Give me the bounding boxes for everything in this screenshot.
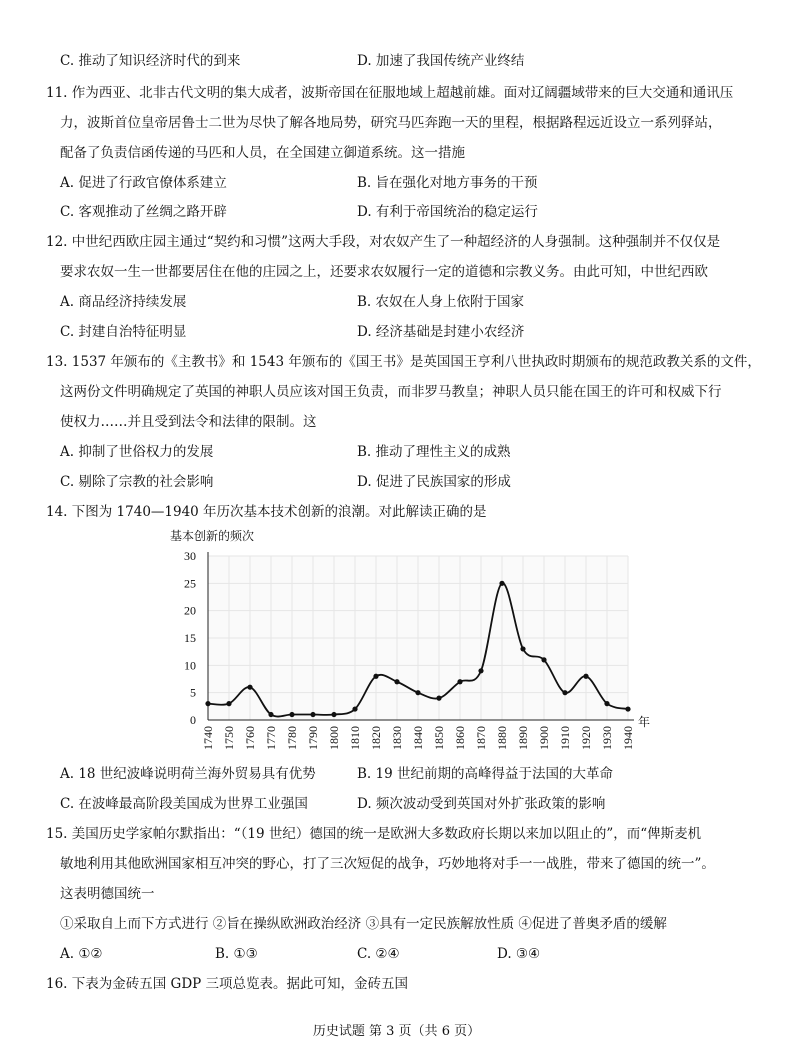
q15-option-c: C. ②④ — [357, 946, 400, 962]
data-point — [436, 696, 441, 701]
chart-y-axis-label: 基本创新的频次 — [170, 529, 255, 543]
q12-option-a: A. 商品经济持续发展 — [60, 294, 187, 310]
q13-option-a: A. 抑制了世俗权力的发展 — [60, 444, 214, 460]
q12-option-d: D. 经济基础是封建小农经济 — [357, 324, 525, 340]
q11-stem-line2: 力，波斯首位皇帝居鲁士二世为尽快了解各地局势，研究马匹奔跑一天的里程，根据路程远近设立一系列驿站， — [60, 115, 722, 131]
data-point — [310, 712, 315, 717]
q12-stem-line1: 12. 中世纪西欧庄园主通过“契约和习惯”这两大手段，对农奴产生了一种超经济的人身强制。这种强制并不仅仅是 — [46, 234, 721, 250]
x-tick-label: 1880 — [495, 726, 509, 750]
q12-stem-line2: 要求农奴一生一世都要居住在他的庄园之上，还要求农奴履行一定的道德和宗教义务。由此可知，中世纪西欧 — [60, 264, 708, 280]
q13-option-d: D. 促进了民族国家的形成 — [357, 474, 511, 490]
q14-option-a: A. 18 世纪波峰说明荷兰海外贸易具有优势 — [60, 766, 316, 782]
q11-option-b: B. 旨在强化对地方事务的干预 — [357, 175, 538, 191]
x-tick-label: 1930 — [600, 726, 614, 750]
x-tick-label: 1790 — [306, 726, 320, 750]
q15-statements: ①采取自上而下方式进行 ②旨在操纵欧洲政治经济 ③具有一定民族解放性质 ④促进了普奥矛盾的缓解 — [60, 916, 667, 932]
y-tick-label: 15 — [184, 631, 196, 645]
page-footer: 历史试题 第 3 页（共 6 页） — [312, 1024, 481, 1039]
chart-grid — [208, 556, 628, 720]
x-tick-label: 1840 — [411, 726, 425, 750]
q15-stem-line2: 敏地利用其他欧洲国家相互冲突的野心，打了三次短促的战争，巧妙地将对手一一战胜，带来了德国的统一”。 — [60, 856, 715, 872]
q11-option-d: D. 有利于帝国统治的稳定运行 — [357, 204, 538, 220]
y-tick-label: 25 — [184, 576, 196, 591]
y-tick-label: 0 — [190, 713, 196, 727]
data-point — [394, 679, 399, 684]
data-point — [205, 701, 210, 706]
x-tick-label: 1920 — [579, 726, 593, 750]
data-point — [226, 701, 231, 706]
x-tick-label: 1760 — [243, 726, 257, 750]
q12-option-b: B. 农奴在人身上依附于国家 — [357, 294, 525, 310]
data-point — [373, 674, 378, 679]
x-tick-label: 1820 — [369, 726, 383, 750]
q14-option-c: C. 在波峰最高阶段美国成为世界工业强国 — [60, 796, 308, 812]
data-point — [331, 712, 336, 717]
q11-option-c: C. 客观推动了丝绸之路开辟 — [60, 204, 227, 220]
data-point — [415, 690, 420, 695]
x-tick-label: 1740 — [201, 726, 215, 750]
q13-option-c: C. 剔除了宗教的社会影响 — [60, 474, 214, 490]
q15-option-d: D. ③④ — [497, 946, 541, 962]
q13-stem-line3: 使权力……并且受到法令和法律的限制。这 — [60, 414, 317, 430]
y-tick-label: 10 — [184, 658, 196, 673]
q13-stem-line2: 这两份文件明确规定了英国的神职人员应该对国王负责，而非罗马教皇；神职人员只能在国王的许可和权威下行 — [60, 384, 722, 400]
data-point — [625, 706, 630, 711]
q10-option-c: C. 推动了知识经济时代的到来 — [60, 53, 241, 69]
q11-stem-line3: 配备了负责信函传递的马匹和人员，在全国建立御道系统。这一措施 — [60, 145, 465, 161]
q12-option-c: C. 封建自治特征明显 — [60, 324, 187, 340]
x-tick-label: 1860 — [453, 726, 467, 750]
data-point — [268, 712, 273, 717]
q15-option-a: A. ①② — [60, 946, 103, 962]
y-tick-label: 5 — [190, 685, 196, 700]
q13-stem-line1: 13. 1537 年颁布的《主教书》和 1543 年颁布的《国王书》是英国国王亨利八世执政时期颁布的规范政教关系的文件， — [46, 354, 761, 370]
x-tick-label: 1850 — [432, 726, 446, 750]
x-tick-label: 1770 — [264, 726, 278, 750]
x-tick-label: 1910 — [558, 726, 572, 750]
data-point — [520, 646, 525, 651]
q14-option-d: D. 频次波动受到英国对外扩张政策的影响 — [357, 796, 606, 812]
chart-x-axis-label: 年 — [638, 715, 651, 729]
innovation-frequency-chart — [160, 528, 680, 760]
x-tick-label: 1750 — [222, 726, 236, 750]
data-point — [352, 706, 357, 711]
x-tick-label: 1830 — [390, 726, 404, 750]
q13-option-b: B. 推动了理性主义的成熟 — [357, 444, 511, 460]
data-point — [289, 712, 294, 717]
data-point — [457, 679, 462, 684]
q15-stem-line1: 15. 美国历史学家帕尔默指出：“（19 世纪）德国的统一是欧洲大多数政府长期以来加以阻止的”，而“俾斯麦机 — [46, 826, 702, 842]
q11-option-a: A. 促进了行政官僚体系建立 — [60, 175, 227, 191]
y-tick-label: 20 — [184, 603, 196, 618]
q15-option-b: B. ①③ — [215, 946, 258, 962]
x-tick-label: 1800 — [327, 726, 341, 750]
x-tick-label: 1900 — [537, 726, 551, 750]
x-tick-label: 1940 — [621, 726, 635, 750]
q10-option-d: D. 加速了我国传统产业终结 — [357, 53, 525, 69]
x-tick-label: 1870 — [474, 726, 488, 750]
q14-stem: 14. 下图为 1740—1940 年历次基本技术创新的浪潮。对此解读正确的是 — [46, 504, 487, 520]
y-tick-label: 30 — [184, 549, 196, 563]
data-point — [478, 668, 483, 673]
data-point — [541, 657, 546, 662]
q15-stem-line3: 这表明德国统一 — [60, 886, 155, 902]
q16-stem: 16. 下表为金砖五国 GDP 三项总览表。据此可知，金砖五国 — [46, 976, 409, 992]
q14-option-b: B. 19 世纪前期的高峰得益于法国的大革命 — [357, 766, 613, 782]
data-point — [499, 581, 504, 586]
x-tick-label: 1810 — [348, 726, 362, 750]
data-point — [583, 674, 588, 679]
data-point — [604, 701, 609, 706]
q11-stem-line1: 11. 作为西亚、北非古代文明的集大成者，波斯帝国在征服地域上超越前雄。面对辽阔疆域带来的巨大交通和通讯压 — [46, 85, 734, 101]
data-point — [562, 690, 567, 695]
x-tick-label: 1780 — [285, 726, 299, 750]
data-point — [247, 685, 252, 690]
x-tick-label: 1890 — [516, 726, 530, 750]
